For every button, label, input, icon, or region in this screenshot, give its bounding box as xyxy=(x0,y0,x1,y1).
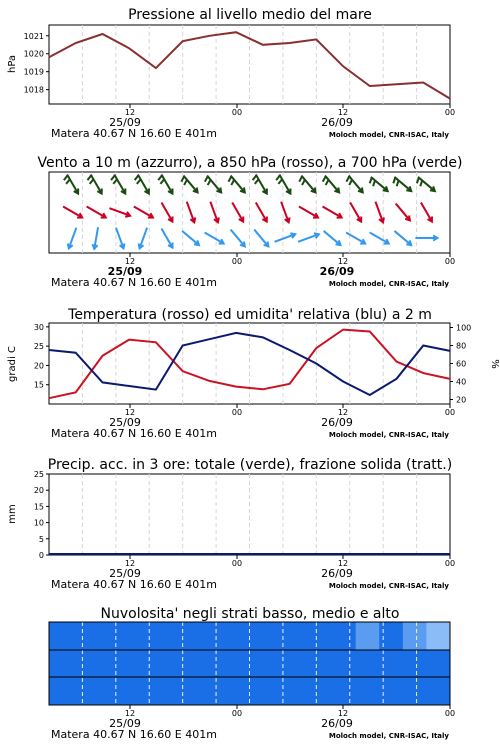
wind-arrow xyxy=(109,208,130,216)
cloud-cell xyxy=(167,650,191,677)
cloud-cell xyxy=(261,677,285,705)
cloud-cell xyxy=(356,677,380,705)
pressure-x-axis xyxy=(51,104,455,140)
wind-panel xyxy=(37,155,462,289)
y-tick-label: 25 xyxy=(33,342,44,352)
cloud-cell xyxy=(403,650,427,677)
wind-arrow xyxy=(299,207,318,218)
x-tick-label: 00 xyxy=(231,257,243,266)
humidity-y-axis-right xyxy=(450,324,471,405)
wind-arrow xyxy=(231,230,245,247)
cloud-cell xyxy=(426,677,450,705)
cloud-x-axis xyxy=(51,705,455,741)
wind-arrow xyxy=(182,231,199,245)
x-tick-label: 12 xyxy=(124,108,136,117)
wind-arrow xyxy=(135,174,149,193)
wind-arrow xyxy=(350,202,361,221)
cloud-cell xyxy=(426,622,450,650)
x-tick-label: 12 xyxy=(337,257,349,266)
cloud-cell xyxy=(120,622,144,650)
y-tick-label: 5 xyxy=(38,534,44,544)
cloud-cell xyxy=(120,677,144,705)
wind-arrow xyxy=(161,228,172,247)
humidity-y-label: % xyxy=(489,359,500,369)
cloud-cell xyxy=(403,622,427,650)
cloud-cell xyxy=(96,622,120,650)
x-date-label: 26/09 xyxy=(321,416,353,429)
wind-arrow xyxy=(281,202,289,223)
temperature-y-label: gradi C xyxy=(7,346,18,382)
temperature-x-axis xyxy=(51,404,455,440)
x-date-label: 25/09 xyxy=(109,567,141,580)
cloud-title: Nuvolosita' negli strati basso, medio e alto xyxy=(100,606,400,622)
wind-arrow xyxy=(139,228,147,249)
cloud-cell xyxy=(332,650,356,677)
wind-arrow xyxy=(64,174,78,193)
wind-arrow xyxy=(256,202,267,221)
pressure-y-label: hPa xyxy=(7,54,18,74)
cloud-cell xyxy=(143,622,167,650)
wind-arrow xyxy=(87,174,101,193)
y-tick-label: 100 xyxy=(456,323,472,333)
cloud-cell xyxy=(356,622,380,650)
wind-arrow xyxy=(396,204,410,221)
cloud-cell xyxy=(308,650,332,677)
wind-arrow xyxy=(228,176,244,193)
y-tick-label: 1018 xyxy=(23,85,44,95)
wind-title: Vento a 10 m (azzurro), a 850 hPa (rosso), a 700 hPa (verde) xyxy=(37,155,463,171)
pressure-title: Pressione al livello medio del mare xyxy=(128,7,372,23)
y-tick-label: 0 xyxy=(38,551,44,560)
y-tick-label: 1019 xyxy=(23,67,44,77)
wind-arrow xyxy=(324,231,341,245)
wind-arrow xyxy=(323,176,339,193)
cloud-cell xyxy=(143,677,167,705)
x-tick-label: 00 xyxy=(231,709,243,718)
wind-arrow xyxy=(158,174,172,193)
wind-arrow xyxy=(394,231,411,245)
wind-arrow xyxy=(370,177,388,191)
cloud-cell xyxy=(332,622,356,650)
temperature-y-axis-left xyxy=(34,323,49,390)
x-tick-label: 00 xyxy=(231,408,243,417)
x-date-label: 25/09 xyxy=(109,416,141,429)
cloud-panel xyxy=(49,606,455,741)
cloud-cell xyxy=(96,677,120,705)
x-date-label: 25/09 xyxy=(109,116,141,129)
wind-arrow xyxy=(92,227,98,249)
cloud-cell xyxy=(261,650,285,677)
cloud-cell xyxy=(96,650,120,677)
x-tick-label: 12 xyxy=(337,408,349,417)
x-tick-label: 12 xyxy=(124,559,136,568)
station-label: Matera 40.67 N 16.60 E 401m xyxy=(51,127,217,140)
wind-arrow xyxy=(63,207,82,218)
wind-arrow xyxy=(375,202,383,223)
wind-arrow xyxy=(276,174,290,193)
wind-arrow xyxy=(393,177,411,191)
y-tick-label: 1021 xyxy=(23,31,44,41)
y-tick-label: 20 xyxy=(456,395,467,405)
y-tick-label: 60 xyxy=(456,359,467,369)
model-credit: Moloch model, CNR-ISAC, Italy xyxy=(328,131,449,139)
x-tick-label: 00 xyxy=(444,408,456,417)
precipitation-y-label: mm xyxy=(7,504,18,524)
cloud-cell xyxy=(403,677,427,705)
precipitation-x-axis xyxy=(51,555,455,591)
x-date-label: 26/09 xyxy=(319,265,355,278)
cloud-cell xyxy=(332,677,356,705)
wind-arrow xyxy=(323,207,342,218)
wind-arrow xyxy=(205,233,224,244)
model-credit: Moloch model, CNR-ISAC, Italy xyxy=(328,431,449,439)
station-label: Matera 40.67 N 16.60 E 401m xyxy=(51,578,217,591)
y-tick-label: 15 xyxy=(33,502,44,512)
cloud-cell xyxy=(285,677,309,705)
wind-arrow xyxy=(346,233,365,244)
cloud-cell xyxy=(308,677,332,705)
x-date-label: 26/09 xyxy=(321,717,353,730)
wind-arrow xyxy=(210,202,218,223)
humidity-series-line xyxy=(49,333,450,395)
x-tick-label: 00 xyxy=(231,108,243,117)
wind-arrow xyxy=(421,202,432,221)
y-tick-label: 80 xyxy=(456,341,467,351)
y-tick-label: 25 xyxy=(33,470,44,479)
cloud-cell xyxy=(285,650,309,677)
x-date-label: 25/09 xyxy=(109,717,141,730)
cloud-cell xyxy=(167,677,191,705)
cloud-cell xyxy=(73,677,97,705)
x-date-label: 25/09 xyxy=(107,265,143,278)
x-tick-label: 12 xyxy=(124,408,136,417)
cloud-cell xyxy=(214,650,238,677)
pressure-panel xyxy=(7,7,455,140)
wind-arrow xyxy=(299,176,315,193)
x-tick-label: 12 xyxy=(124,257,136,266)
wind-gridlines xyxy=(82,172,416,253)
cloud-cell xyxy=(120,650,144,677)
x-tick-label: 12 xyxy=(337,559,349,568)
cloud-cell xyxy=(191,677,215,705)
wind-arrow xyxy=(232,202,243,221)
precipitation-gridlines xyxy=(82,474,416,555)
wind-x-axis xyxy=(51,253,455,289)
station-label: Matera 40.67 N 16.60 E 401m xyxy=(51,427,217,440)
cloud-cell xyxy=(73,622,97,650)
cloud-cell xyxy=(308,622,332,650)
cloud-cell xyxy=(167,622,191,650)
y-tick-label: 20 xyxy=(33,361,44,371)
wind-arrow xyxy=(298,233,319,241)
wind-arrow xyxy=(187,202,195,223)
wind-arrow xyxy=(417,177,435,191)
wind-arrow xyxy=(161,202,172,221)
station-label: Matera 40.67 N 16.60 E 401m xyxy=(51,728,217,741)
wind-frame xyxy=(49,172,450,253)
cloud-cell xyxy=(214,677,238,705)
cloud-cell xyxy=(73,650,97,677)
wind-arrow xyxy=(181,176,197,193)
x-date-label: 26/09 xyxy=(321,116,353,129)
wind-arrow xyxy=(346,176,362,193)
cloud-cell xyxy=(49,677,73,705)
wind-arrow xyxy=(205,176,221,193)
cloud-cell xyxy=(285,622,309,650)
y-tick-label: 15 xyxy=(33,380,44,390)
precipitation-panel xyxy=(7,457,455,591)
wind-arrow xyxy=(370,233,389,244)
cloud-cell xyxy=(214,622,238,650)
wind-arrow xyxy=(68,228,76,249)
pressure-gridlines xyxy=(82,25,416,104)
precipitation-frame xyxy=(49,474,450,555)
wind-arrow xyxy=(415,235,437,240)
y-tick-label: 10 xyxy=(33,518,44,528)
cloud-cell xyxy=(143,650,167,677)
x-tick-label: 12 xyxy=(337,108,349,117)
wind-arrows xyxy=(63,174,437,248)
precipitation-y-axis xyxy=(34,470,49,560)
model-credit: Moloch model, CNR-ISAC, Italy xyxy=(328,582,449,590)
wind-arrow xyxy=(275,233,296,241)
x-tick-label: 00 xyxy=(444,559,456,568)
model-credit: Moloch model, CNR-ISAC, Italy xyxy=(328,732,449,740)
x-tick-label: 00 xyxy=(444,709,456,718)
wind-arrow xyxy=(253,174,267,193)
pressure-y-axis xyxy=(24,32,49,95)
x-tick-label: 00 xyxy=(444,257,456,266)
cloud-cell xyxy=(49,650,73,677)
cloud-cell xyxy=(191,622,215,650)
wind-arrow xyxy=(87,207,106,218)
y-tick-label: 40 xyxy=(456,377,467,387)
cloud-cell xyxy=(356,650,380,677)
x-tick-label: 12 xyxy=(337,709,349,718)
wind-arrow xyxy=(254,230,268,247)
wind-arrow xyxy=(111,174,125,193)
precipitation-title: Precip. acc. in 3 ore: totale (verde), frazione solida (tratt.) xyxy=(47,457,453,473)
station-label: Matera 40.67 N 16.60 E 401m xyxy=(51,276,217,289)
model-credit: Moloch model, CNR-ISAC, Italy xyxy=(328,280,449,288)
x-date-label: 26/09 xyxy=(321,567,353,580)
x-tick-label: 00 xyxy=(231,559,243,568)
temperature-panel xyxy=(7,307,500,440)
cloud-cell xyxy=(49,622,73,650)
x-tick-label: 12 xyxy=(124,709,136,718)
cloud-cell xyxy=(261,622,285,650)
y-tick-label: 20 xyxy=(33,486,44,496)
temperature-title: Temperatura (rosso) ed umidita' relativa (blu) a 2 m xyxy=(68,307,432,323)
y-tick-label: 1020 xyxy=(23,49,44,59)
y-tick-label: 30 xyxy=(33,322,44,332)
cloud-cell xyxy=(191,650,215,677)
wind-arrow xyxy=(134,207,153,218)
x-tick-label: 00 xyxy=(444,108,456,117)
cloud-cell xyxy=(426,650,450,677)
wind-arrow xyxy=(116,228,124,249)
